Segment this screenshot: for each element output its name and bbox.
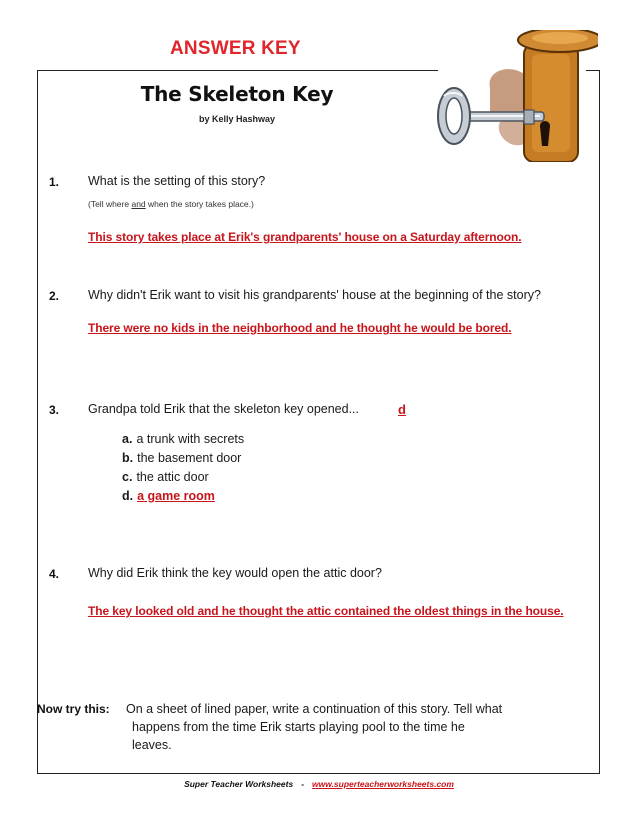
now-try-text: happens from the time Erik starts playing pool to the time he <box>132 720 465 734</box>
footer: Super Teacher Worksheets - www.superteacherworksheets.com <box>184 779 454 789</box>
story-byline: by Kelly Hashway <box>198 114 276 124</box>
answer-text: The key looked old and he thought the attic contained the oldest things in the house. <box>88 604 564 618</box>
question-note: (Tell where and when the story takes place.) <box>88 199 254 209</box>
choice-item: c. the attic door <box>122 470 209 484</box>
footer-brand: Super Teacher Worksheets <box>184 779 294 789</box>
skeleton-key-in-door-lock-icon <box>428 30 598 162</box>
question-text: Why did Erik think the key would open the attic door? <box>88 566 382 580</box>
answer-key-heading: ANSWER KEY <box>170 38 301 59</box>
question-number: 4. <box>49 567 60 581</box>
now-try-label: Now try this: <box>37 702 110 716</box>
question-text: What is the setting of this story? <box>88 174 266 188</box>
answer-text: This story takes place at Erik's grandparents' house on a Saturday afternoon. <box>88 230 522 244</box>
story-title: The Skeleton Key <box>140 82 334 106</box>
multiple-choice-answer: d <box>398 402 406 417</box>
question-number: 2. <box>49 289 60 303</box>
choice-item: a. a trunk with secrets <box>122 432 245 446</box>
now-try-text: On a sheet of lined paper, write a continuation of this story. Tell what <box>126 702 503 716</box>
choice-item-correct: d. a game room <box>122 489 215 503</box>
question-text: Grandpa told Erik that the skeleton key opened... <box>88 402 360 416</box>
question-number: 3. <box>49 403 60 417</box>
choice-item: b. the basement door <box>122 451 242 465</box>
footer-link[interactable]: www.superteacherworksheets.com <box>312 779 454 789</box>
now-try-text: leaves. <box>132 738 172 752</box>
question-number: 1. <box>49 175 60 189</box>
question-text: Why didn't Erik want to visit his grandparents' house at the beginning of the story? <box>88 288 541 302</box>
answer-text: There were no kids in the neighborhood and he thought he would be bored. <box>88 321 512 335</box>
